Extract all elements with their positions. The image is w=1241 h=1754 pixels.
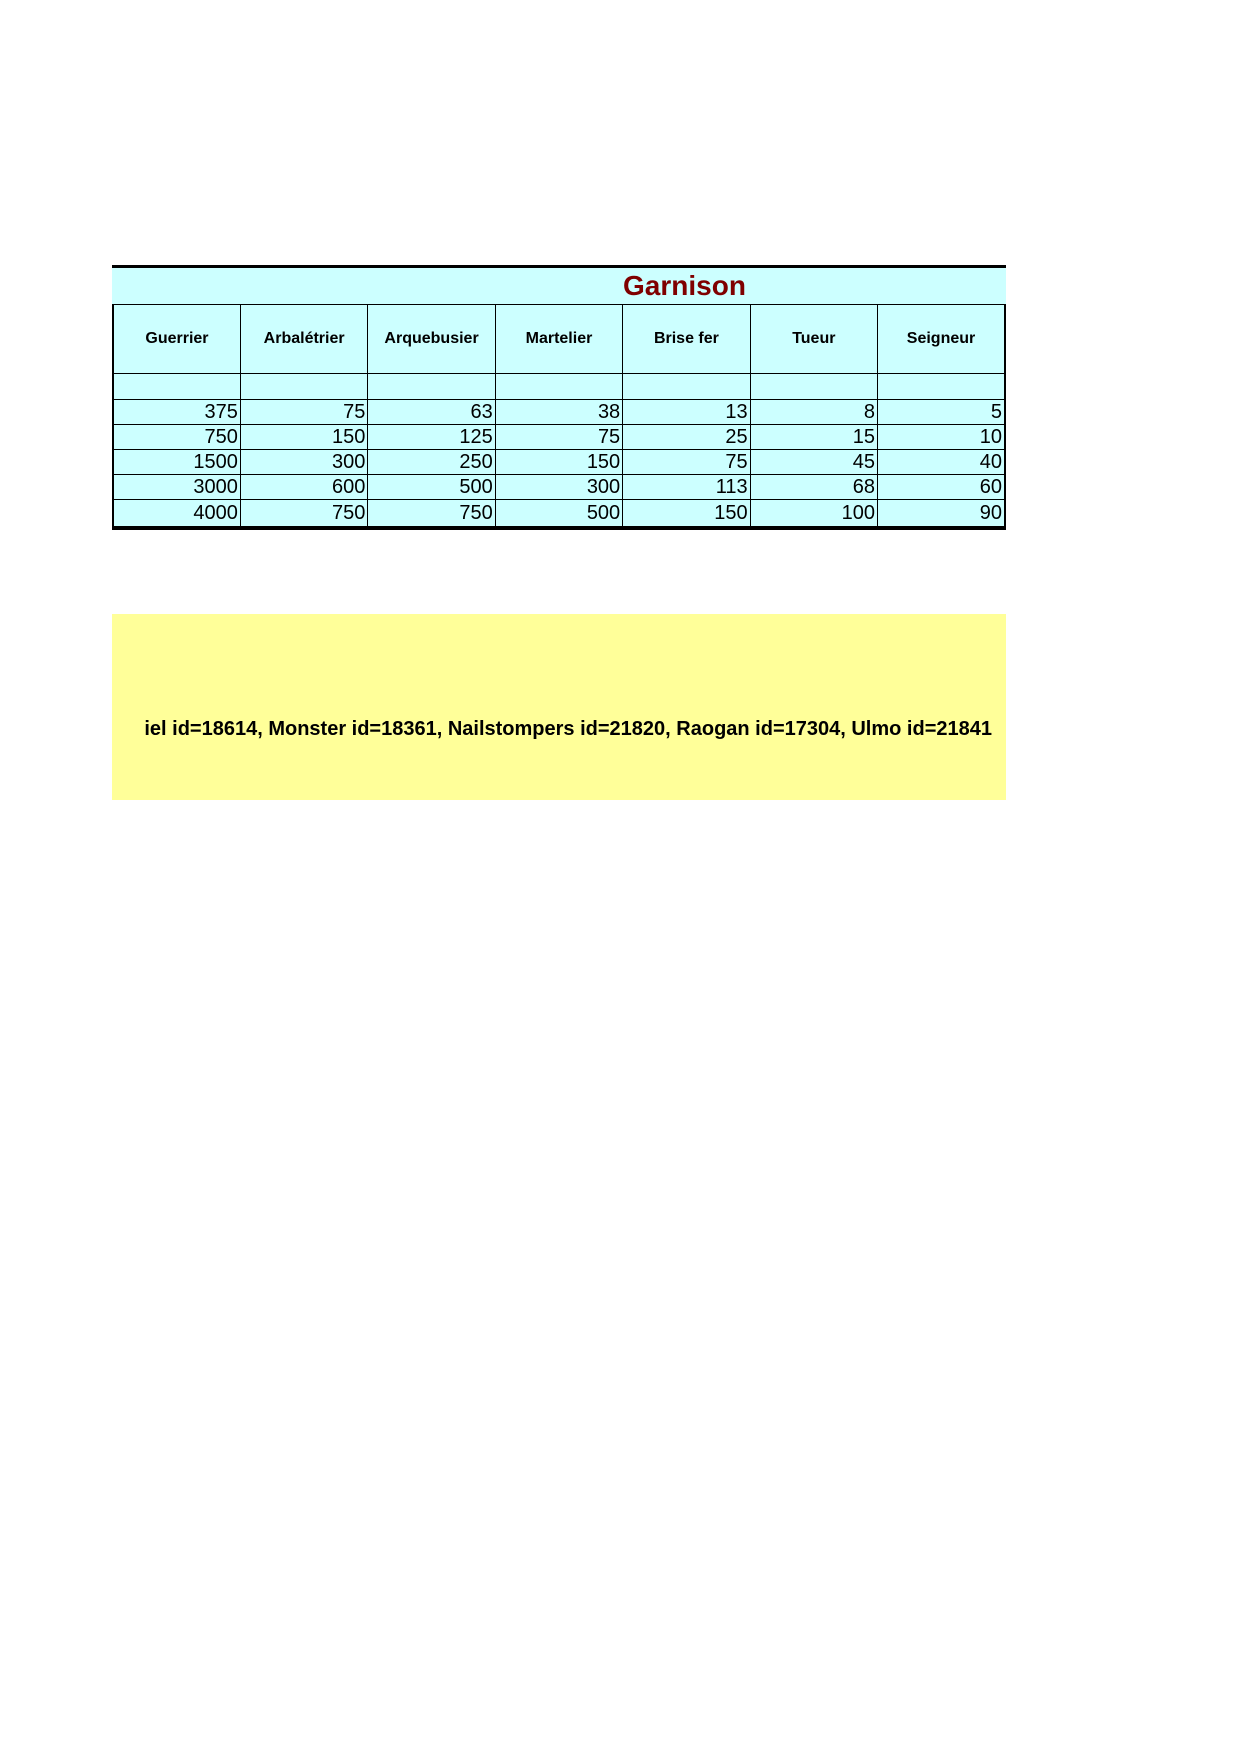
table-row xyxy=(113,425,1005,450)
table-cell: 15 xyxy=(750,425,877,450)
table-cell: 150 xyxy=(623,500,750,527)
table-cell xyxy=(240,374,367,400)
table-cell: 75 xyxy=(495,425,622,450)
table-cell: 300 xyxy=(495,475,622,500)
table-cell: 125 xyxy=(368,425,495,450)
table-cell: 25 xyxy=(623,425,750,450)
table-title: Garnison xyxy=(623,270,746,301)
table-cell: 500 xyxy=(368,475,495,500)
table-cell: 750 xyxy=(113,425,240,450)
column-header: Brise fer xyxy=(623,305,750,374)
table-cell: 300 xyxy=(240,450,367,475)
table-row xyxy=(113,450,1005,475)
header-row xyxy=(113,305,1005,374)
table-cell xyxy=(623,374,750,400)
table-cell: 63 xyxy=(368,400,495,425)
table-cell: 75 xyxy=(623,450,750,475)
table-cell: 68 xyxy=(750,475,877,500)
table-cell: 3000 xyxy=(113,475,240,500)
table-cell: 38 xyxy=(495,400,622,425)
table-cell xyxy=(113,374,240,400)
table-row xyxy=(113,475,1005,500)
table-row xyxy=(113,400,1005,425)
table-cell xyxy=(750,374,877,400)
table-cell: 100 xyxy=(750,500,877,527)
table-cell: 750 xyxy=(368,500,495,527)
table-cell: 75 xyxy=(240,400,367,425)
column-header: Arquebusier xyxy=(368,305,495,374)
column-header: Arbalétrier xyxy=(240,305,367,374)
table-cell xyxy=(878,374,1005,400)
column-header: Tueur xyxy=(750,305,877,374)
note-text: iel id=18614, Monster id=18361, Nailstompers id=21820, Raogan id=17304, Ulmo id=21841 xyxy=(144,718,992,740)
table-cell: 750 xyxy=(240,500,367,527)
empty-row xyxy=(113,374,1005,400)
table-cell: 250 xyxy=(368,450,495,475)
table-cell: 1500 xyxy=(113,450,240,475)
table-cell: 113 xyxy=(623,475,750,500)
table-cell: 150 xyxy=(495,450,622,475)
table-cell: 375 xyxy=(113,400,240,425)
table-row xyxy=(113,500,1005,527)
column-header: Seigneur xyxy=(878,305,1005,374)
column-header: Martelier xyxy=(495,305,622,374)
table-cell: 8 xyxy=(750,400,877,425)
column-header: Guerrier xyxy=(113,305,240,374)
table-cell: 4000 xyxy=(113,500,240,527)
garnison-table-block xyxy=(112,265,1006,530)
note-panel xyxy=(112,614,1006,800)
table-cell: 45 xyxy=(750,450,877,475)
garnison-table xyxy=(112,304,1006,527)
table-cell: 13 xyxy=(623,400,750,425)
table-cell: 40 xyxy=(878,450,1005,475)
table-cell: 5 xyxy=(878,400,1005,425)
table-cell: 60 xyxy=(878,475,1005,500)
title-row xyxy=(112,268,1006,304)
table-cell xyxy=(495,374,622,400)
table-cell: 10 xyxy=(878,425,1005,450)
table-cell: 500 xyxy=(495,500,622,527)
table-cell: 90 xyxy=(878,500,1005,527)
table-cell: 600 xyxy=(240,475,367,500)
table-cell: 150 xyxy=(240,425,367,450)
table-cell xyxy=(368,374,495,400)
